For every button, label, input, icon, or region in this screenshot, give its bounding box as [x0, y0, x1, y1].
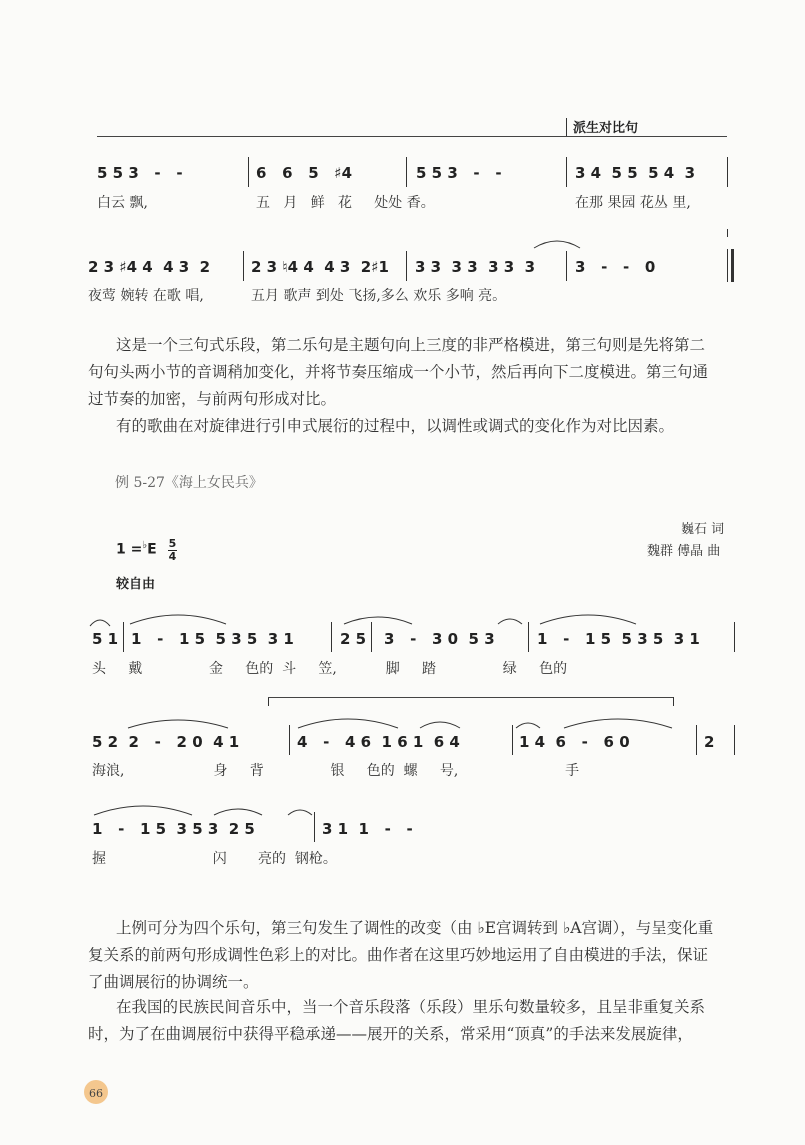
score2-row2-notes-2: 4 - 4 6 1 6 1 6 4: [297, 733, 460, 751]
score1-row1-lyric-3: 在那 果园 花丛 里,: [575, 195, 691, 211]
slurs-row3: [88, 797, 388, 821]
barline: [123, 622, 124, 652]
composer-credit: 魏群 傅晶 曲: [647, 544, 721, 559]
barline: [314, 812, 315, 842]
score2-row1-lyrics: 头 戴 金 色的 斗 笠, 脚 踏 绿 色的: [92, 661, 568, 677]
key-signature: [116, 540, 157, 558]
barline: [406, 251, 407, 281]
paragraph-3-line: 复关系的前两句形成调性色彩上的对比。曲作者在这里巧妙地运用了自由模进的手法，保证: [88, 946, 709, 964]
score1-row2-measure-4: 3 - - 0: [575, 258, 656, 276]
final-barline-thick: [731, 249, 734, 282]
score1-row1-lyric-2: 五 月 鲜 花 处处 香。: [256, 195, 435, 211]
barline: [734, 725, 735, 755]
paragraph-3-line: 了曲调展衍的协调统一。: [88, 973, 259, 991]
page-number-badge: [84, 1080, 108, 1104]
slur: [532, 236, 582, 250]
score1-row1-measure-1: 5 5 3 - -: [97, 164, 183, 182]
page-number: 66: [89, 1087, 103, 1100]
paragraph-4-line: 在我国的民族民间音乐中，当一个音乐段落（乐段）里乐句数量较多，且呈非重复关系: [116, 998, 706, 1016]
score2-row3-notes-1: 1 - 1 5 3 5 3 2 5: [92, 820, 255, 838]
barline: [248, 157, 249, 187]
barline: [243, 251, 244, 281]
barline: [331, 622, 332, 652]
paragraph-4-line: 时，为了在曲调展衍中获得平稳承递——展开的关系，常采用“顶真”的手法来发展旋律，: [88, 1025, 693, 1043]
barline: [289, 725, 290, 755]
score2-row2-lyrics: 海浪, 身 背 银 色的 螺 号, 手: [92, 763, 580, 779]
score2-row2-notes-4: 2: [704, 733, 715, 751]
score2-row1-notes-2: 1 - 1 5 5 3 5 3 1: [131, 630, 294, 648]
score2-row1-notes-5: 1 - 1 5 5 3 5 3 1: [537, 630, 700, 648]
paragraph-1-line: 这是一个三句式乐段，第二乐句是主题句向上三度的非严格模进，第三句则是先将第二: [116, 336, 706, 354]
contrast-bracket-line: [566, 136, 727, 137]
key-prefix: 1 =: [116, 541, 143, 558]
phrase-bracket-line: [97, 136, 567, 137]
score1-row2-measure-1: 2 3 ♯4 4 4 3 2: [88, 258, 211, 276]
meter-bottom: 4: [168, 550, 177, 563]
paragraph-4: [88, 994, 748, 1048]
score1-row2-measure-2: 2 3 ♮4 4 4 3 2♯1: [251, 258, 389, 276]
paragraph-2: 有的歌曲在对旋律进行引申式展衍的过程中，以调性或调式的变化作为对比因素。: [116, 417, 675, 435]
paragraph-1: [88, 332, 748, 413]
key-note: E: [147, 541, 157, 558]
final-barline-thin: [727, 249, 728, 282]
time-signature: [168, 538, 177, 563]
score2-row2-notes-3: 1 4 6 - 6 0: [519, 733, 630, 751]
bracket-tick: [566, 118, 567, 137]
score1-row2-measure-3: 3 3 3 3 3 3 3: [415, 258, 536, 276]
phrase-bracket-tick: [268, 697, 269, 706]
score1-row2-lyric-2: 五月 歌声 到处 飞扬,多么 欢乐 多响 亮。: [251, 288, 507, 304]
score1-row2-lyric-1: 夜莺 婉转 在歌 唱,: [88, 288, 204, 304]
score2-row3-notes-2: 3 1 1 - -: [322, 820, 413, 838]
score2-row1-notes-3: 2 5: [340, 630, 367, 648]
paragraph-3-line: 上例可分为四个乐句，第三句发生了调性的改变（由 ♭E宫调转到 ♭A宫调），与呈变化重: [116, 919, 714, 937]
paragraph-1-line: 过节奏的加密，与前两句形成对比。: [88, 390, 337, 408]
barline: [727, 157, 728, 187]
score1-row1-measure-2: 6 6 5 ♯4: [256, 164, 353, 182]
barline: [734, 622, 735, 652]
section-label: 派生对比句: [573, 121, 639, 136]
paragraph-3: [88, 915, 748, 996]
slurs-row1: [88, 606, 738, 630]
score2-row1-notes-4: 3 - 3 0 5 3: [384, 630, 495, 648]
barline: [406, 157, 407, 187]
paragraph-1-line: 句句头两小节的音调稍加变化，并将节奏压缩成一个小节，然后再向下二度模进。第三句通: [88, 363, 709, 381]
score2-row1-notes-1: 5 1: [92, 630, 119, 648]
barline: [696, 725, 697, 755]
score1-row1-lyric-1: 白云 飘,: [97, 195, 148, 211]
barline: [371, 622, 372, 652]
phrase-bracket-tick: [673, 697, 674, 706]
barline: [566, 251, 567, 281]
barline: [512, 725, 513, 755]
barline: [528, 622, 529, 652]
score1-row1-measure-4: 3 4 5 5 5 4 3: [575, 164, 696, 182]
meter-top: 5: [168, 537, 177, 550]
flat-sign: ♭: [142, 540, 148, 551]
lyricist-credit: 巍石 词: [681, 522, 725, 537]
score1-row1-measure-3: 5 5 3 - -: [416, 164, 502, 182]
score2-row2-notes-1: 5 2 2 - 2 0 4 1: [92, 733, 240, 751]
barline: [566, 157, 567, 187]
phrase-bracket-line: [268, 697, 674, 698]
tempo-marking: 较自由: [116, 577, 156, 592]
example-title: 例 5-27《海上女民兵》: [115, 475, 263, 491]
score2-row3-lyrics: 握 闪 亮的 钢枪。: [92, 851, 337, 867]
row-start-line: [727, 229, 728, 237]
slurs-row2: [88, 710, 738, 734]
